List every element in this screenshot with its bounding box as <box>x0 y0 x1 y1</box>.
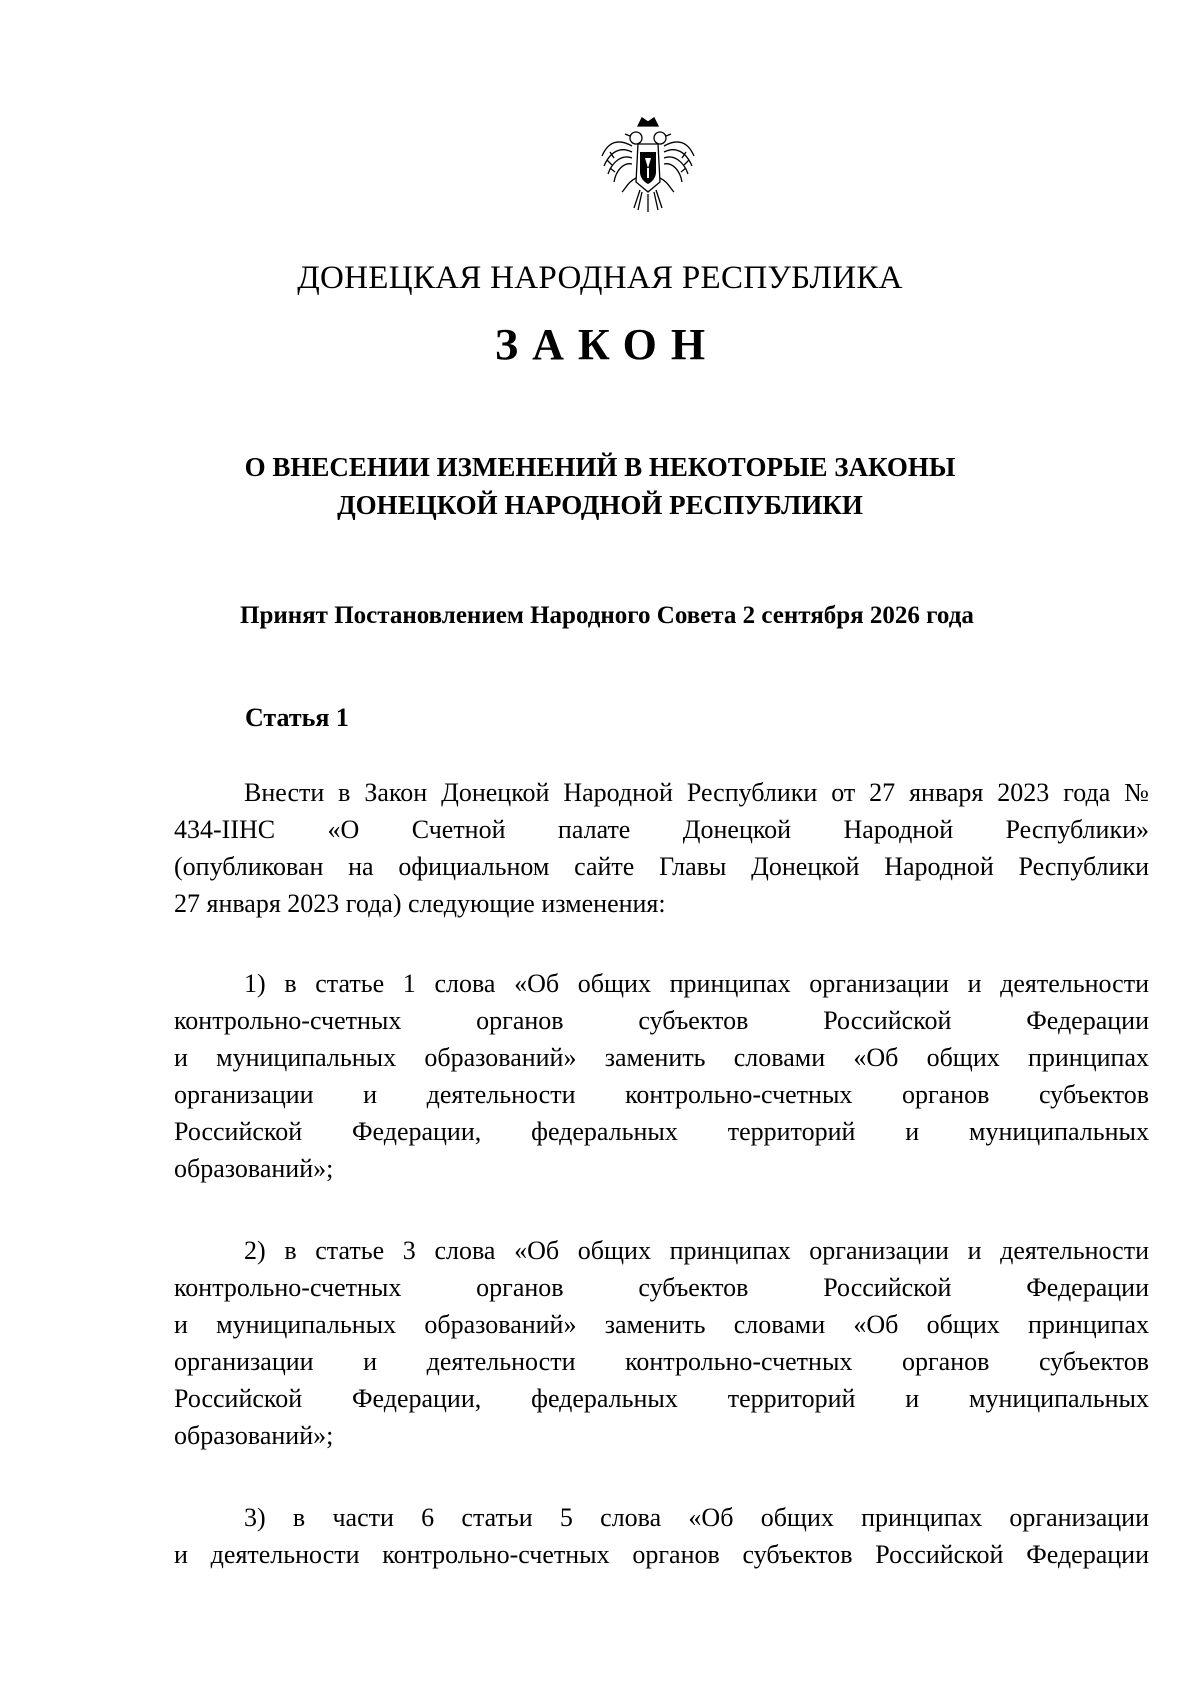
paragraph-line: и муниципальных образований» заменить словами «Об общих принципах <box>174 1310 1149 1339</box>
paragraph-line: и деятельности контрольно-счетных органов субъектов Российской Федерации <box>174 1540 1149 1569</box>
paragraph-line: 27 января 2023 года) следующие изменения: <box>174 889 666 918</box>
paragraph-line: Российской Федерации, федеральных территорий и муниципальных <box>174 1117 1149 1146</box>
law-title <box>0 448 1200 524</box>
republic-name: ДОНЕЦКАЯ НАРОДНАЯ РЕСПУБЛИКА <box>297 260 903 296</box>
paragraph-line: образований»; <box>174 1154 334 1183</box>
amendment-item-1 <box>174 965 1149 1187</box>
amendment-item-3 <box>174 1499 1149 1573</box>
article-heading: Статья 1 <box>245 703 349 732</box>
paragraph-line: Внести в Закон Донецкой Народной Республики от 27 января 2023 года № <box>244 778 1149 807</box>
paragraph-line: и муниципальных образований» заменить словами «Об общих принципах <box>174 1043 1149 1072</box>
coat-of-arms-emblem <box>598 112 698 222</box>
paragraph-line: Российской Федерации, федеральных территорий и муниципальных <box>174 1384 1149 1413</box>
paragraph-line: (опубликован на официальном сайте Главы Донецкой Народной Республики <box>174 852 1149 881</box>
paragraph-line: контрольно-счетных органов субъектов Российской Федерации <box>174 1006 1149 1035</box>
law-title-line: ДОНЕЦКОЙ НАРОДНОЙ РЕСПУБЛИКИ <box>337 490 863 520</box>
law-title-line: О ВНЕСЕНИИ ИЗМЕНЕНИЙ В НЕКОТОРЫЕ ЗАКОНЫ <box>244 452 956 482</box>
adoption-statement: Принят Постановлением Народного Совета 2 сентября 2026 года <box>240 602 974 629</box>
amendment-item-2 <box>174 1232 1149 1454</box>
paragraph-line: 1) в статье 1 слова «Об общих принципах организации и деятельности <box>244 969 1149 998</box>
paragraph-line: 3) в части 6 статьи 5 слова «Об общих принципах организации <box>244 1503 1149 1532</box>
paragraph-line: организации и деятельности контрольно-счетных органов субъектов <box>174 1080 1149 1109</box>
paragraph-line: организации и деятельности контрольно-счетных органов субъектов <box>174 1347 1149 1376</box>
article-intro-paragraph <box>174 774 1149 922</box>
paragraph-line: контрольно-счетных органов субъектов Российской Федерации <box>174 1273 1149 1302</box>
paragraph-line: 2) в статье 3 слова «Об общих принципах организации и деятельности <box>244 1236 1149 1265</box>
document-type-heading: ЗАКОН <box>494 320 720 369</box>
paragraph-line: 434-IIНС «О Счетной палате Донецкой Народной Республики» <box>174 815 1149 844</box>
paragraph-line: образований»; <box>174 1421 334 1450</box>
